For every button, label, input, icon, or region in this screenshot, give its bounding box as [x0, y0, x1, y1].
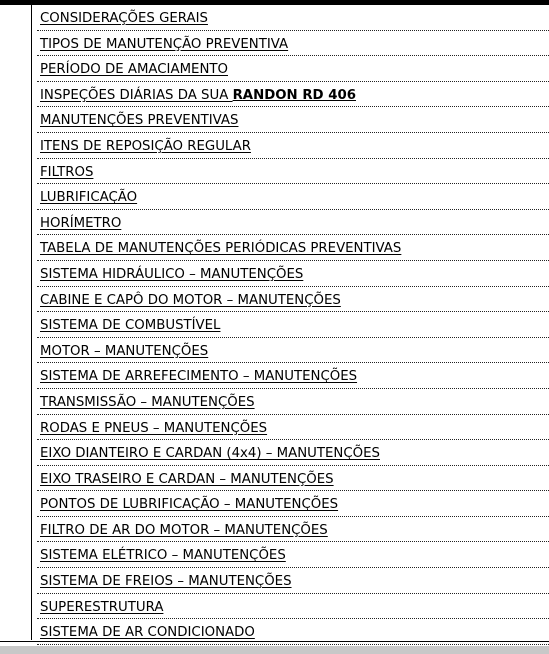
footer-band [0, 646, 549, 654]
toc-item-inspecoes-diarias[interactable] [37, 82, 549, 108]
toc-item-label[interactable]: EIXO TRASEIRO E CARDAN – MANUTENÇÕES [40, 471, 334, 487]
toc-item-label[interactable]: SISTEMA ELÉTRICO – MANUTENÇÕES [40, 548, 286, 564]
left-margin-rule [31, 0, 32, 640]
table-of-contents [37, 5, 549, 645]
toc-item-label[interactable]: SISTEMA DE AR CONDICIONADO [40, 625, 255, 641]
toc-item-label[interactable]: LUBRIFICAÇÃO [40, 190, 138, 206]
toc-item-tipos-de-manutencao[interactable] [37, 31, 549, 57]
toc-item-label[interactable]: RODAS E PNEUS – MANUTENÇÕES [40, 420, 268, 436]
toc-item-filtros[interactable] [37, 159, 549, 185]
toc-item-transmissao[interactable] [37, 389, 549, 415]
toc-item-label[interactable]: TABELA DE MANUTENÇÕES PERIÓDICAS PREVENTIVAS [40, 241, 402, 257]
toc-item-periodo-de-amaciamento[interactable] [37, 56, 549, 82]
toc-item-brand[interactable]: RANDON RD 406 [232, 87, 356, 103]
toc-item-rodas-e-pneus[interactable] [37, 415, 549, 441]
bottom-rule [0, 641, 549, 642]
toc-item-tabela-de-manutencoes[interactable] [37, 235, 549, 261]
toc-item-eixo-traseiro[interactable] [37, 466, 549, 492]
toc-item-label[interactable]: CABINE E CAPÔ DO MOTOR – MANUTENÇÕES [40, 292, 341, 308]
toc-item-eixo-dianteiro[interactable] [37, 440, 549, 466]
toc-item-cabine-e-capo[interactable] [37, 287, 549, 313]
toc-item-motor[interactable] [37, 338, 549, 364]
toc-item-sistema-de-freios[interactable] [37, 568, 549, 594]
toc-item-label[interactable]: TRANSMISSÃO – MANUTENÇÕES [40, 394, 255, 410]
toc-item-label[interactable]: TIPOS DE MANUTENÇÃO PREVENTIVA [40, 36, 289, 52]
toc-item-lubrificacao[interactable] [37, 184, 549, 210]
toc-item-label[interactable]: EIXO DIANTEIRO E CARDAN (4x4) – MANUTENÇÕES [40, 446, 380, 462]
toc-item-label[interactable]: MANUTENÇÕES PREVENTIVAS [40, 113, 239, 129]
toc-item-sistema-de-arrefecimento[interactable] [37, 363, 549, 389]
toc-item-label[interactable]: CONSIDERAÇÕES GERAIS [40, 11, 208, 26]
toc-item-label[interactable]: SISTEMA DE FREIOS – MANUTENÇÕES [40, 574, 292, 590]
toc-item-pontos-de-lubrificacao[interactable] [37, 491, 549, 517]
toc-item-itens-de-reposicao[interactable] [37, 133, 549, 159]
toc-item-label[interactable]: SISTEMA HIDRÁULICO – MANUTENÇÕES [40, 266, 304, 282]
toc-item-label[interactable]: PONTOS DE LUBRIFICAÇÃO – MANUTENÇÕES [40, 497, 339, 513]
toc-item-label[interactable]: FILTROS [40, 164, 94, 180]
toc-item-superestrutura[interactable] [37, 594, 549, 620]
toc-item-label[interactable]: INSPEÇÕES DIÁRIAS DA SUA [40, 87, 233, 103]
toc-item-label[interactable]: SISTEMA DE COMBUSTÍVEL [40, 318, 221, 334]
toc-item-label[interactable]: ITENS DE REPOSIÇÃO REGULAR [40, 138, 251, 154]
toc-item-filtro-de-ar[interactable] [37, 517, 549, 543]
toc-item-consideracoes-gerais[interactable] [37, 5, 549, 31]
toc-item-sistema-de-combustivel[interactable] [37, 312, 549, 338]
toc-item-sistema-hidraulico[interactable] [37, 261, 549, 287]
toc-item-horimetro[interactable] [37, 210, 549, 236]
toc-item-label[interactable]: SISTEMA DE ARREFECIMENTO – MANUTENÇÕES [40, 369, 358, 385]
toc-item-label[interactable]: PERÍODO DE AMACIAMENTO [40, 62, 228, 78]
toc-item-label[interactable]: HORÍMETRO [40, 215, 122, 231]
toc-item-sistema-eletrico[interactable] [37, 542, 549, 568]
toc-item-label[interactable]: FILTRO DE AR DO MOTOR – MANUTENÇÕES [40, 522, 328, 538]
toc-item-manutencoes-preventivas[interactable] [37, 107, 549, 133]
toc-item-label[interactable]: SUPERESTRUTURA [40, 599, 164, 615]
toc-item-label[interactable]: MOTOR – MANUTENÇÕES [40, 343, 209, 359]
